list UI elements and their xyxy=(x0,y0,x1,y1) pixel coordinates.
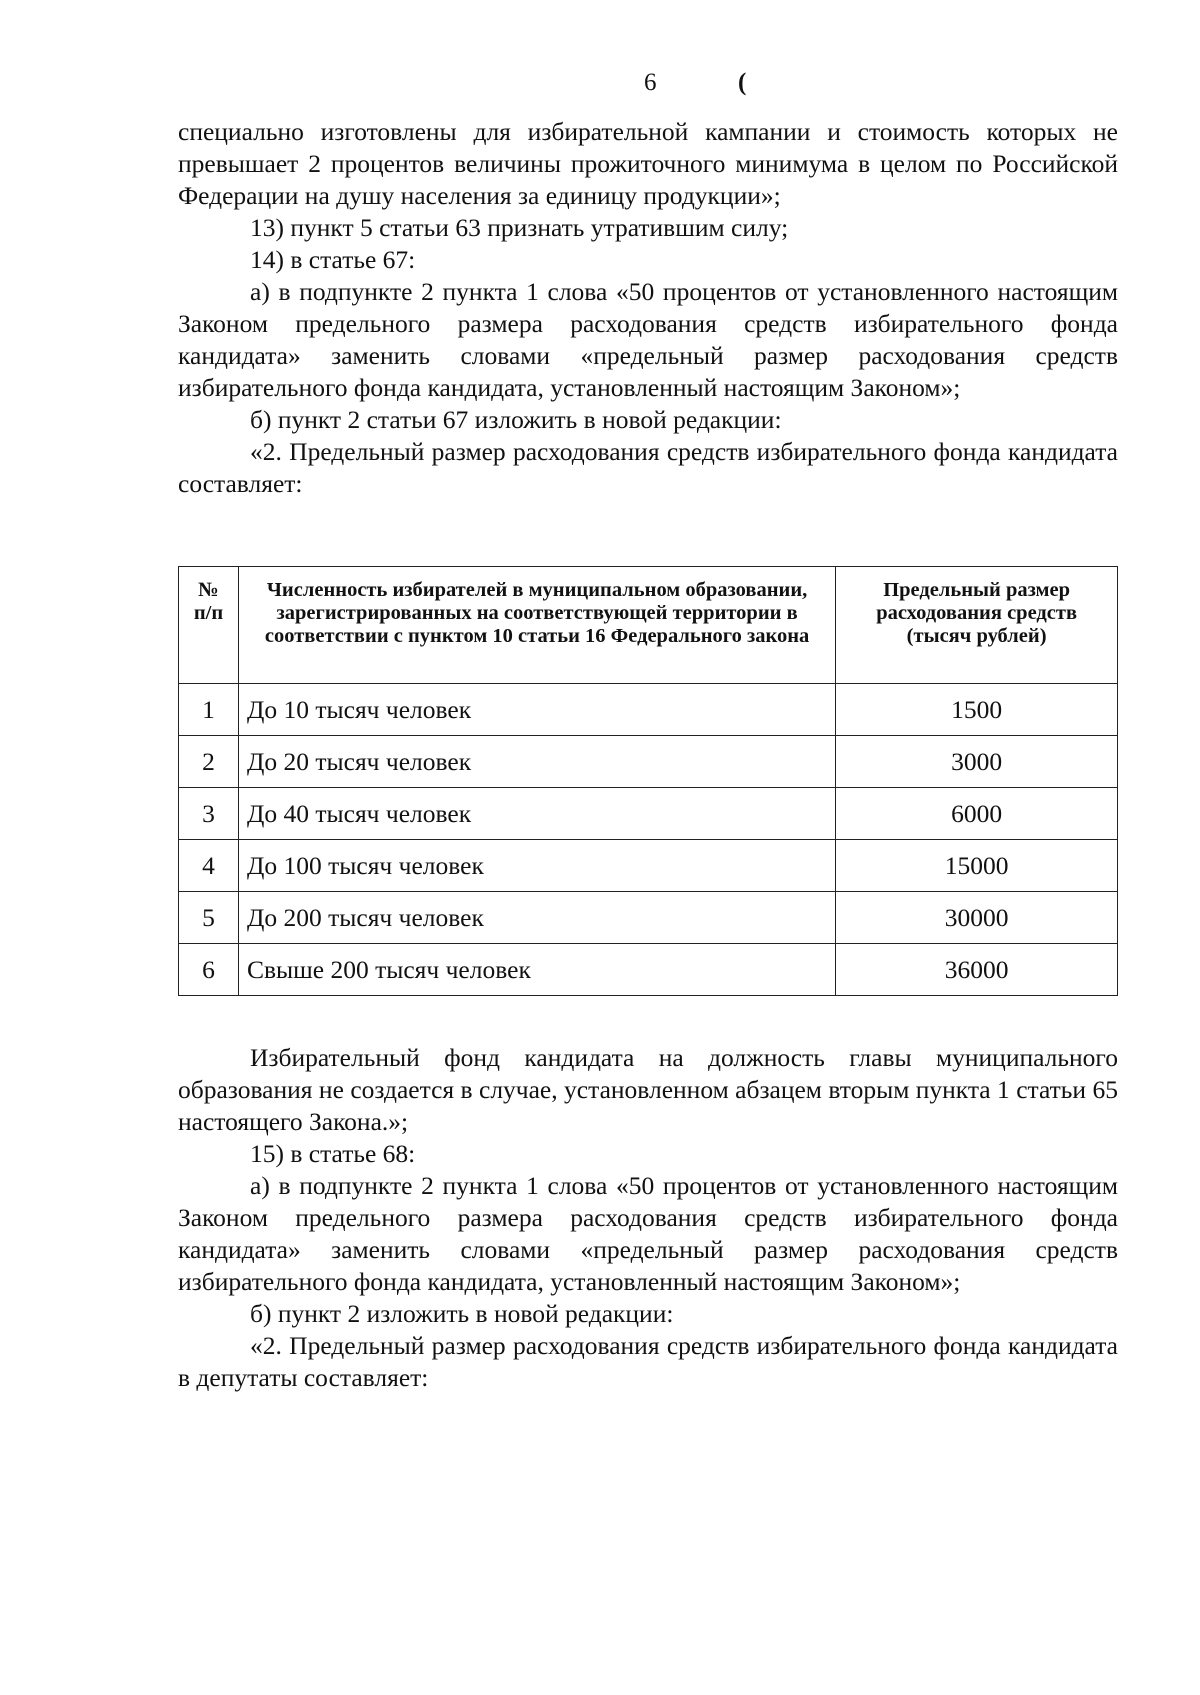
paragraph-quote-deputies: «2. Предельный размер расходования средств избирательного фонда кандидата в депутаты составляет: xyxy=(178,1331,1118,1392)
row-voters: Свыше 200 тысяч человек xyxy=(238,944,835,996)
paragraph-continuation: специально изготовлены для избирательной кампании и стоимость которых не превышает 2 процентов величины прожиточного минимума в целом по Российской Федерации на душу населения за единицу продукции»; xyxy=(178,117,1118,210)
table-row xyxy=(179,684,1118,736)
table-header-row xyxy=(179,567,1118,684)
paragraph-quote-start: «2. Предельный размер расходования средств избирательного фонда кандидата составляет: xyxy=(178,437,1118,498)
row-number: 6 xyxy=(179,944,239,996)
paragraph-item-14a: а) в подпункте 2 пункта 1 слова «50 процентов от установленного настоящим Законом предельного размера расходования средств избирательного фонда кандидата» заменить словами «предельный размер расходования средств избирательного фонда кандидата, установленный настоящим Законом»; xyxy=(178,277,1118,402)
paragraph-item-14b: б) пункт 2 статьи 67 изложить в новой редакции: xyxy=(250,405,782,434)
row-voters: До 40 тысяч человек xyxy=(238,788,835,840)
header-limit: Предельный размер расходования средств (тысяч рублей) xyxy=(836,567,1118,684)
row-limit: 6000 xyxy=(836,788,1118,840)
page-mark: ( xyxy=(738,69,747,96)
table-row xyxy=(179,944,1118,996)
table-row xyxy=(179,840,1118,892)
row-limit: 1500 xyxy=(836,684,1118,736)
row-number: 2 xyxy=(179,736,239,788)
page-number: 6 xyxy=(644,69,657,96)
table-row xyxy=(179,788,1118,840)
row-limit: 30000 xyxy=(836,892,1118,944)
paragraph-item-14: 14) в статье 67: xyxy=(250,245,416,274)
paragraph-fund-note: Избирательный фонд кандидата на должность главы муниципального образования не создается в случае, установленном абзацем вторым пункта 1 статьи 65 настоящего Закона.»; xyxy=(178,1043,1118,1136)
row-voters: До 10 тысяч человек xyxy=(238,684,835,736)
row-number: 1 xyxy=(179,684,239,736)
header-voters: Численность избирателей в муниципальном образовании, зарегистрированных на соответствующей территории в соответствии с пунктом 10 статьи 16 Федерального закона xyxy=(238,567,835,684)
row-voters: До 100 тысяч человек xyxy=(238,840,835,892)
row-voters: До 20 тысяч человек xyxy=(238,736,835,788)
row-number: 3 xyxy=(179,788,239,840)
row-voters: До 200 тысяч человек xyxy=(238,892,835,944)
text-block-top xyxy=(178,116,1118,500)
paragraph-item-15: 15) в статье 68: xyxy=(250,1139,416,1168)
paragraph-item-13: 13) пункт 5 статьи 63 признать утратившим силу; xyxy=(250,213,789,242)
row-limit: 36000 xyxy=(836,944,1118,996)
table-row xyxy=(179,892,1118,944)
header-number: № п/п xyxy=(179,567,239,684)
spending-limit-table xyxy=(178,566,1118,996)
row-number: 5 xyxy=(179,892,239,944)
paragraph-item-15b: б) пункт 2 изложить в новой редакции: xyxy=(250,1299,674,1328)
text-block-bottom xyxy=(178,1042,1118,1394)
row-limit: 3000 xyxy=(836,736,1118,788)
row-number: 4 xyxy=(179,840,239,892)
row-limit: 15000 xyxy=(836,840,1118,892)
table-row xyxy=(179,736,1118,788)
paragraph-item-15a: а) в подпункте 2 пункта 1 слова «50 процентов от установленного настоящим Законом предельного размера расходования средств избирательного фонда кандидата» заменить словами «предельный размер расходования средств избирательного фонда кандидата, установленный настоящим Законом»; xyxy=(178,1171,1118,1296)
